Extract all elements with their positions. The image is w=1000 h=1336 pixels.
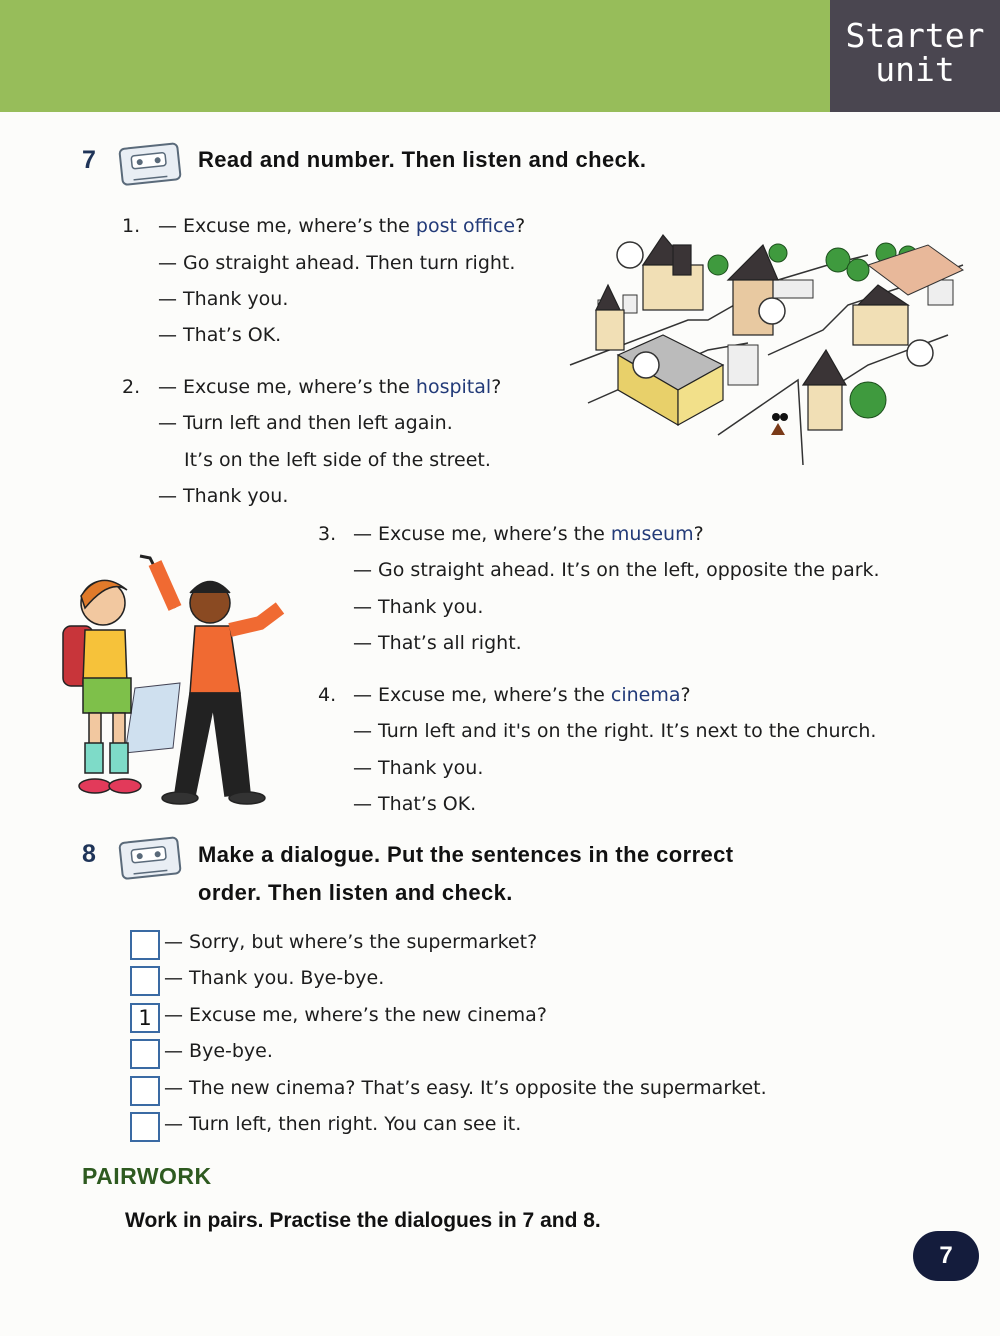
keyword-post-office: post office (415, 215, 516, 237)
exercise7-number: 7 (82, 146, 96, 174)
dialogue-1-line-4: — That’s OK. (158, 324, 282, 346)
dialogue-2-number: 2. (122, 376, 141, 398)
dialogue-sentence: — The new cinema? That’s easy. It’s opposite the supermarket. (164, 1077, 767, 1099)
dialogue-4-number: 4. (318, 684, 337, 706)
unit-tab-line1: Starter (845, 16, 985, 55)
town-map-illustration (568, 225, 968, 470)
cassette-icon[interactable] (118, 140, 184, 188)
dialogue-1-line-1: — Excuse me, where’s the post office? (158, 215, 526, 237)
dialogue-2-line-2: — Turn left and then left again. (158, 412, 453, 434)
exercise8-heading-line1: Make a dialogue. Put the sentences in the correct (198, 842, 734, 867)
answer-box[interactable] (130, 1039, 160, 1069)
exercise8-heading-line2: order. Then listen and check. (198, 880, 513, 905)
header-banner (0, 0, 830, 112)
exercise7-heading: Read and number. Then listen and check. (198, 147, 647, 172)
people-illustration (55, 548, 290, 810)
page-number: 7 (913, 1231, 979, 1281)
answer-box[interactable] (130, 1112, 160, 1142)
dialogue-sentence: — Excuse me, where’s the new cinema? (164, 1004, 547, 1026)
keyword-hospital: hospital (415, 376, 492, 398)
dialogue-4-line-2: — Turn left and it's on the right. It’s next to the church. (353, 720, 877, 742)
dialogue-2-line-3: It’s on the left side of the street. (184, 449, 491, 471)
cassette-icon[interactable] (118, 834, 184, 882)
exercise8-number: 8 (82, 840, 96, 868)
dialogue-3-line-1: — Excuse me, where’s the museum? (353, 523, 704, 545)
dialogue-2-line-4: — Thank you. (158, 485, 289, 507)
answer-box[interactable]: 1 (130, 1003, 160, 1033)
answer-box[interactable] (130, 1076, 160, 1106)
dialogue-3-line-2: — Go straight ahead. It’s on the left, opposite the park. (353, 559, 880, 581)
pairwork-title: PAIRWORK (82, 1163, 212, 1189)
dialogue-sentence: — Bye-bye. (164, 1040, 273, 1062)
dialogue-4-line-1: — Excuse me, where’s the cinema? (353, 684, 691, 706)
dialogue-sentence: — Turn left, then right. You can see it. (164, 1113, 522, 1135)
dialogue-2-line-1: — Excuse me, where’s the hospital? (158, 376, 502, 398)
keyword-museum: museum (610, 523, 694, 545)
dialogue-3-line-4: — That’s all right. (353, 632, 522, 654)
answer-box[interactable] (130, 930, 160, 960)
dialogue-3-line-3: — Thank you. (353, 596, 484, 618)
dialogue-3-number: 3. (318, 523, 337, 545)
dialogue-1-line-2: — Go straight ahead. Then turn right. (158, 252, 516, 274)
dialogue-1-line-3: — Thank you. (158, 288, 289, 310)
pairwork-instruction: Work in pairs. Practise the dialogues in 7 and 8. (125, 1209, 601, 1232)
dialogue-1-number: 1. (122, 215, 141, 237)
dialogue-4-line-3: — Thank you. (353, 757, 484, 779)
unit-tab-line2: unit (875, 50, 955, 89)
dialogue-sentence: — Sorry, but where’s the supermarket? (164, 931, 538, 953)
dialogue-sentence: — Thank you. Bye-bye. (164, 967, 385, 989)
dialogue-4-line-4: — That’s OK. (353, 793, 477, 815)
keyword-cinema: cinema (610, 684, 681, 706)
unit-tab (830, 0, 1000, 112)
answer-box[interactable] (130, 966, 160, 996)
